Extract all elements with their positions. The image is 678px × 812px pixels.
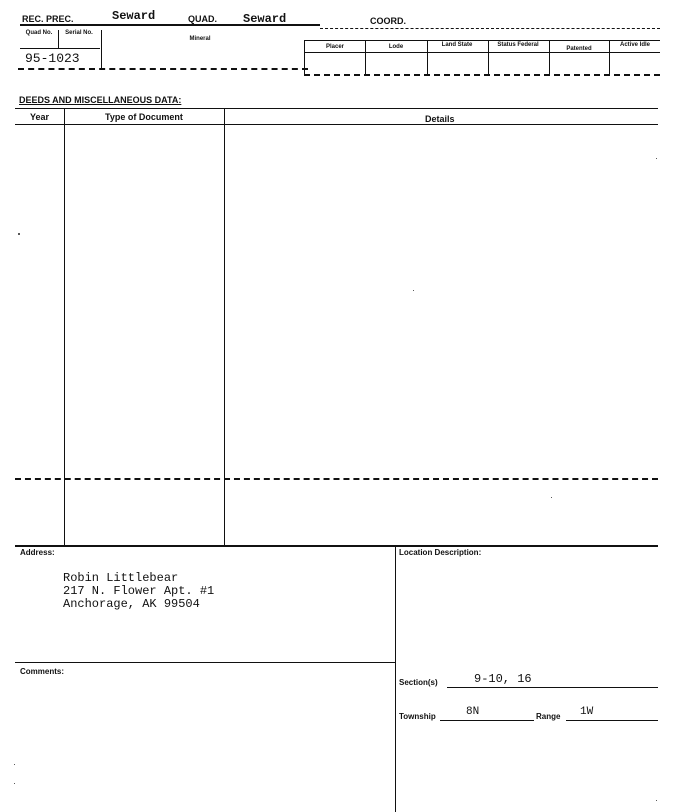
quad-label: QUAD. <box>188 14 217 24</box>
header-line-bottom <box>18 68 308 70</box>
scan-speck <box>14 783 15 784</box>
township-label: Township <box>399 712 436 721</box>
header-vline-active <box>609 40 610 74</box>
deeds-line-top <box>15 108 658 109</box>
scan-speck <box>18 233 20 235</box>
header-line-bottom-right <box>304 74 660 76</box>
deeds-section-title: DEEDS AND MISCELLANEOUS DATA: <box>19 95 182 105</box>
header-vline-quad <box>58 30 59 48</box>
comments-divider <box>15 662 395 663</box>
township-value: 8N <box>466 706 480 718</box>
deeds-col-year: Year <box>30 112 50 122</box>
patented-label: Patented <box>566 46 592 52</box>
deeds-dashed-divider <box>15 478 658 480</box>
deeds-col-details: Details <box>425 114 455 124</box>
coord-label: COORD. <box>370 16 406 26</box>
land-state-label: Land State <box>441 42 473 48</box>
comments-label: Comments: <box>20 667 65 676</box>
range-underline <box>566 720 658 721</box>
rec-prec-value: Seward <box>112 9 156 23</box>
address-line-2: 217 N. Flower Apt. #1 <box>63 584 215 598</box>
header-vline-land <box>427 40 428 74</box>
quad-value: Seward <box>243 12 287 26</box>
scan-speck <box>656 158 657 159</box>
header-line-top-right <box>320 28 660 29</box>
address-line-3: Anchorage, AK 99504 <box>63 597 200 611</box>
location-vline <box>395 545 396 812</box>
header-vline-status <box>488 40 489 74</box>
scan-speck <box>656 800 657 801</box>
scan-speck <box>14 764 15 765</box>
header-vline-patented <box>549 40 550 74</box>
scan-speck <box>413 290 414 291</box>
scan-speck <box>551 497 552 498</box>
range-value: 1W <box>580 706 594 718</box>
header-line-top-left <box>20 24 320 26</box>
active-idle-label: Active Idle <box>619 42 650 48</box>
header-vline-lode <box>365 40 366 74</box>
sections-label: Section(s) <box>399 678 438 687</box>
header-line-labels <box>20 48 100 49</box>
mineral-label: Mineral <box>189 36 211 42</box>
quad-no-label: Quad No. <box>25 30 53 36</box>
deeds-col-type: Type of Document <box>105 112 183 122</box>
quad-serial-value: 95-1023 <box>25 51 80 66</box>
location-description-label: Location Description: <box>399 548 482 557</box>
rec-prec-label: REC. PREC. <box>22 14 74 24</box>
lode-label: Lode <box>388 44 404 50</box>
address-label: Address: <box>20 548 55 557</box>
sections-underline <box>447 687 658 688</box>
header-vline-serial <box>101 30 102 68</box>
range-label: Range <box>536 712 561 721</box>
header-line-cols <box>304 52 660 53</box>
township-underline <box>440 720 534 721</box>
status-federal-label: Status Federal <box>497 42 539 48</box>
placer-label: Placer <box>325 44 344 50</box>
address-line-1: Robin Littlebear <box>63 571 179 585</box>
sections-value: 9-10, 16 <box>474 672 532 686</box>
deeds-line-header <box>15 124 658 125</box>
deeds-line-bottom <box>15 545 658 547</box>
serial-no-label: Serial No. <box>65 30 93 36</box>
header-line-subcols <box>304 40 660 41</box>
